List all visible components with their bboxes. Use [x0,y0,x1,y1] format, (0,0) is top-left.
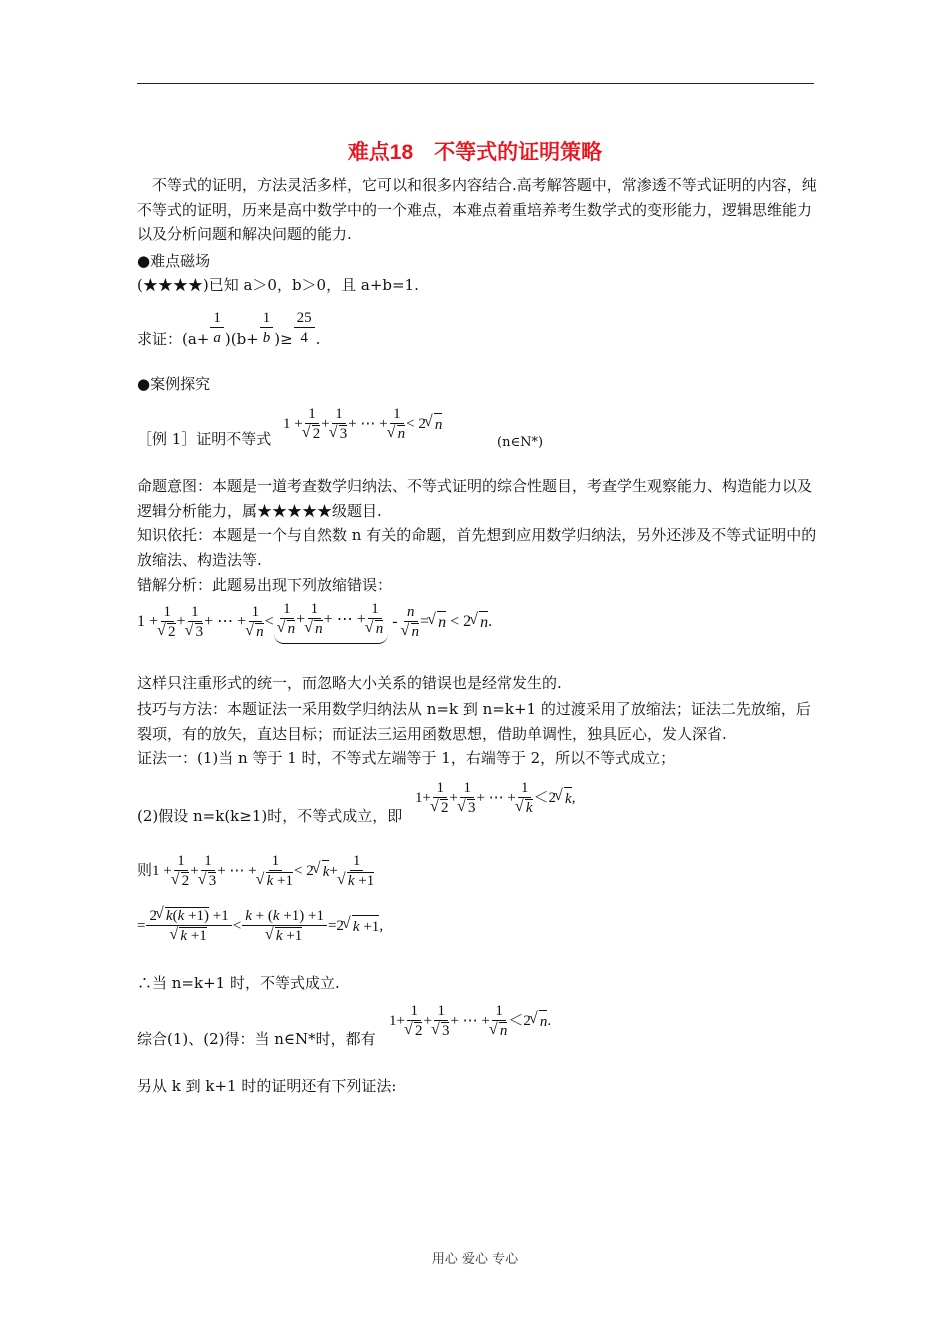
problem-statement: (★★★★)已知 a＞0，b＞0，且 a+b=1. [137,276,419,294]
induction-step-line1: 则 1 + 1 √ 2 + 1 √ 3 + ⋯ + 1 √ k +1 < 2 √ k + 1 √ k +1 [137,845,375,897]
therefore-line: ∴当 n=k+1 时，不等式成立. [137,974,340,992]
knowledge-paragraph: 知识依托：本题是一个与自然数 n 有关的命题，首先想到应用数学归纳法，另外还涉及不等式证明中的放缩法、构造法等. [137,526,817,569]
prove-formula: 求证：(a+ $\frac{1}{a}$ )(b+ $\frac{1}{b}$ )≥ $\frac{25}{4}$ . [137,309,321,348]
assumption-inequality: 1+ 1 √ 2 + 1 √ 3 + ⋯ + 1 √ k ＜2 √ k , [415,772,575,824]
intent-paragraph: 命题意图：本题是一道考查数学归纳法、不等式证明的综合性题目，考查学生观察能力、构造能力以及逻辑分析能力，属★★★★★级题目. [137,477,813,520]
proof-step-2: (2)假设 n=k(k≥1)时，不等式成立，即 [137,807,403,825]
induction-step-line2: = 2√ k(k +1) +1 √ k +1 < k + (k +1) +1 √ k +1 =2 √ k +1 , [137,900,383,952]
example-label: ［例 1］证明不等式 [137,430,272,448]
another-proof-line: 另从 k 到 k+1 时的证明还有下列证法: [137,1077,397,1095]
prove-prefix: 求证：(a+ [137,330,210,348]
wrong-scaling-formula: 1 + 1 √ 2 + 1 √ 3 + ⋯ + 1 √ n < 1 √ n + 1 √ n + ⋯ + 1 √ n - n √ n = √ n < 2 √ n . [137,598,492,646]
error-note: 这样只注重形式的统一，而忽略大小关系的错误也是经常发生的. [137,674,562,692]
page-title: 难点18 不等式的证明策略 [347,141,603,164]
conclusion-inequality: 1+ 1 √ 2 + 1 √ 3 + ⋯ + 1 √ n ＜2 √ n . [389,995,551,1047]
header-rule [137,83,814,84]
section-heading-anli: ●案例探究 [137,375,211,393]
intro-paragraph: 不等式的证明，方法灵活多样，它可以和很多内容结合.高考解答题中，常渗透不等式证明的内容，纯不等式的证明，历来是高中数学中的一个难点，本难点着重培养考生数学式的变形能力，逻辑思维能力以及分析问题和解决问题的能力. [137,176,817,243]
error-analysis-heading: 错解分析：此题易出现下列放缩错误： [137,576,393,594]
then-label: 则 [137,863,153,879]
example-inequality: 1 + 1 √ 2 + 1 √ 3 + ⋯ + 1 √ n < 2 √ n [283,400,442,448]
prove-mid: )(b+ [224,330,259,348]
conclusion-text: 综合(1)、(2)得：当 n∈N*时，都有 [137,1030,376,1048]
example-condition: (n∈N*) [497,435,544,450]
proof-step-1: 证法一：(1)当 n 等于 1 时，不等式左端等于 1，右端等于 2，所以不等式成立； [137,749,676,767]
skill-paragraph: 技巧与方法：本题证法一采用数学归纳法从 n=k 到 n=k+1 的过渡采用了放缩法；证法二先放缩，后裂项，有的放矢，直达目标；而证法三运用函数思想，借助单调性，独具匠心，发人深省. [137,700,811,743]
page-footer: 用心 爱心 专心 [431,1252,519,1267]
section-heading-nandian: ●难点磁场 [137,252,211,270]
prove-ge: )≥ [274,330,293,348]
